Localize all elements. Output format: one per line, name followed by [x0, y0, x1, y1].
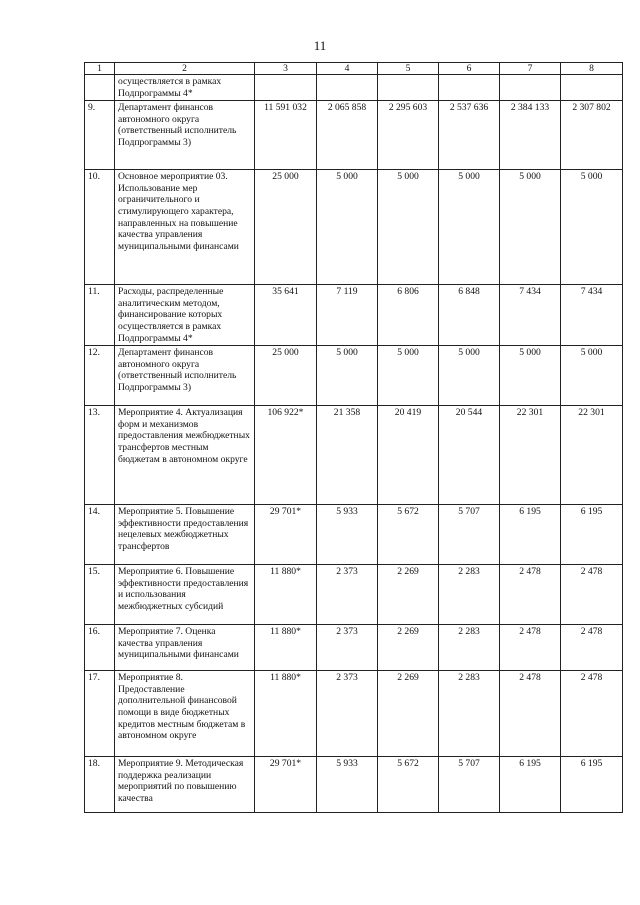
value-cell: 29 701* [255, 757, 317, 813]
value-cell: 21 358 [317, 406, 378, 505]
row-number: 14. [85, 505, 115, 565]
value-cell [255, 75, 317, 101]
page-number: 11 [313, 38, 327, 53]
row-title: Мероприятие 7. Оценка качества управления муниципальными финансами [115, 625, 255, 671]
value-cell: 5 000 [500, 170, 561, 285]
table-row [85, 75, 623, 101]
value-cell: 2 269 [378, 671, 439, 757]
value-cell [439, 75, 500, 101]
row-title: Основное мероприятие 03. Использование мер ограничительного и стимулирующего характера, направленных на повышение качества управления муниципальными финансами [115, 170, 255, 285]
value-cell: 5 000 [378, 346, 439, 406]
value-cell: 2 537 636 [439, 101, 500, 170]
value-cell: 35 641 [255, 285, 317, 346]
row-title: Расходы, распределенные аналитическим методом, финансирование которых осуществляется в рамках Подпрограммы 4* [115, 285, 255, 346]
row-title: Департамент финансов автономного округа (ответственный исполнитель Подпрограммы 3) [115, 346, 255, 406]
value-cell: 5 000 [317, 346, 378, 406]
table-row [85, 101, 623, 170]
value-cell: 2 283 [439, 565, 500, 625]
row-number [85, 75, 115, 101]
value-cell: 5 933 [317, 757, 378, 813]
value-cell: 2 283 [439, 625, 500, 671]
row-title: Департамент финансов автономного округа (ответственный исполнитель Подпрограммы 3) [115, 101, 255, 170]
value-cell [378, 75, 439, 101]
value-cell [561, 75, 623, 101]
column-header: 4 [317, 63, 378, 75]
row-title: Мероприятие 4. Актуализация форм и механизмов предоставления межбюджетных трансфертов местным бюджетам в автономном округе [115, 406, 255, 505]
row-title: Мероприятие 6. Повышение эффективности предоставления и использования межбюджетных субсидий [115, 565, 255, 625]
row-title: осуществляется в рамках Подпрограммы 4* [115, 75, 255, 101]
table-row [85, 625, 623, 671]
row-number: 16. [85, 625, 115, 671]
value-cell: 11 880* [255, 565, 317, 625]
value-cell: 6 806 [378, 285, 439, 346]
value-cell: 2 373 [317, 565, 378, 625]
header-row [85, 63, 623, 75]
column-header: 8 [561, 63, 623, 75]
value-cell: 2 307 802 [561, 101, 623, 170]
value-cell: 5 933 [317, 505, 378, 565]
value-cell: 5 707 [439, 505, 500, 565]
value-cell: 7 434 [561, 285, 623, 346]
value-cell [317, 75, 378, 101]
value-cell: 5 707 [439, 757, 500, 813]
value-cell: 25 000 [255, 346, 317, 406]
value-cell: 5 672 [378, 757, 439, 813]
table-row [85, 757, 623, 813]
value-cell: 2 478 [500, 671, 561, 757]
value-cell: 2 373 [317, 671, 378, 757]
value-cell: 6 195 [500, 505, 561, 565]
value-cell: 5 000 [378, 170, 439, 285]
value-cell: 22 301 [500, 406, 561, 505]
value-cell: 5 000 [561, 170, 623, 285]
column-header: 1 [85, 63, 115, 75]
value-cell: 2 269 [378, 625, 439, 671]
table-row [85, 505, 623, 565]
row-number: 10. [85, 170, 115, 285]
row-number: 12. [85, 346, 115, 406]
value-cell: 5 000 [317, 170, 378, 285]
value-cell: 2 269 [378, 565, 439, 625]
budget-table [84, 62, 623, 813]
row-number: 17. [85, 671, 115, 757]
value-cell: 2 384 133 [500, 101, 561, 170]
row-number: 11. [85, 285, 115, 346]
row-title: Мероприятие 9. Методическая поддержка реализации мероприятий по повышению качества [115, 757, 255, 813]
value-cell: 25 000 [255, 170, 317, 285]
value-cell: 11 880* [255, 625, 317, 671]
value-cell: 5 000 [439, 170, 500, 285]
table-row [85, 285, 623, 346]
row-number: 15. [85, 565, 115, 625]
value-cell: 2 295 603 [378, 101, 439, 170]
value-cell: 2 478 [561, 671, 623, 757]
value-cell: 6 195 [561, 757, 623, 813]
column-header: 2 [115, 63, 255, 75]
value-cell: 106 922* [255, 406, 317, 505]
value-cell: 7 119 [317, 285, 378, 346]
value-cell: 2 283 [439, 671, 500, 757]
value-cell: 2 478 [500, 565, 561, 625]
value-cell: 6 195 [561, 505, 623, 565]
value-cell: 20 419 [378, 406, 439, 505]
value-cell: 7 434 [500, 285, 561, 346]
value-cell: 2 065 858 [317, 101, 378, 170]
value-cell: 2 478 [561, 625, 623, 671]
row-number: 13. [85, 406, 115, 505]
value-cell: 11 880* [255, 671, 317, 757]
value-cell: 5 000 [561, 346, 623, 406]
column-header: 3 [255, 63, 317, 75]
column-header: 5 [378, 63, 439, 75]
table-row [85, 346, 623, 406]
row-number: 9. [85, 101, 115, 170]
value-cell: 2 373 [317, 625, 378, 671]
value-cell: 20 544 [439, 406, 500, 505]
column-header: 7 [500, 63, 561, 75]
value-cell: 5 000 [439, 346, 500, 406]
table-row [85, 170, 623, 285]
value-cell: 29 701* [255, 505, 317, 565]
column-header: 6 [439, 63, 500, 75]
row-title: Мероприятие 8. Предоставление дополнительной финансовой помощи в виде бюджетных кредитов местным бюджетам в автономном округе [115, 671, 255, 757]
table-row [85, 406, 623, 505]
value-cell [500, 75, 561, 101]
table-row [85, 671, 623, 757]
value-cell: 6 848 [439, 285, 500, 346]
value-cell: 22 301 [561, 406, 623, 505]
value-cell: 5 000 [500, 346, 561, 406]
row-number: 18. [85, 757, 115, 813]
value-cell: 6 195 [500, 757, 561, 813]
value-cell: 2 478 [561, 565, 623, 625]
row-title: Мероприятие 5. Повышение эффективности предоставления нецелевых межбюджетных трансфертов [115, 505, 255, 565]
table-row [85, 565, 623, 625]
value-cell: 5 672 [378, 505, 439, 565]
value-cell: 11 591 032 [255, 101, 317, 170]
value-cell: 2 478 [500, 625, 561, 671]
